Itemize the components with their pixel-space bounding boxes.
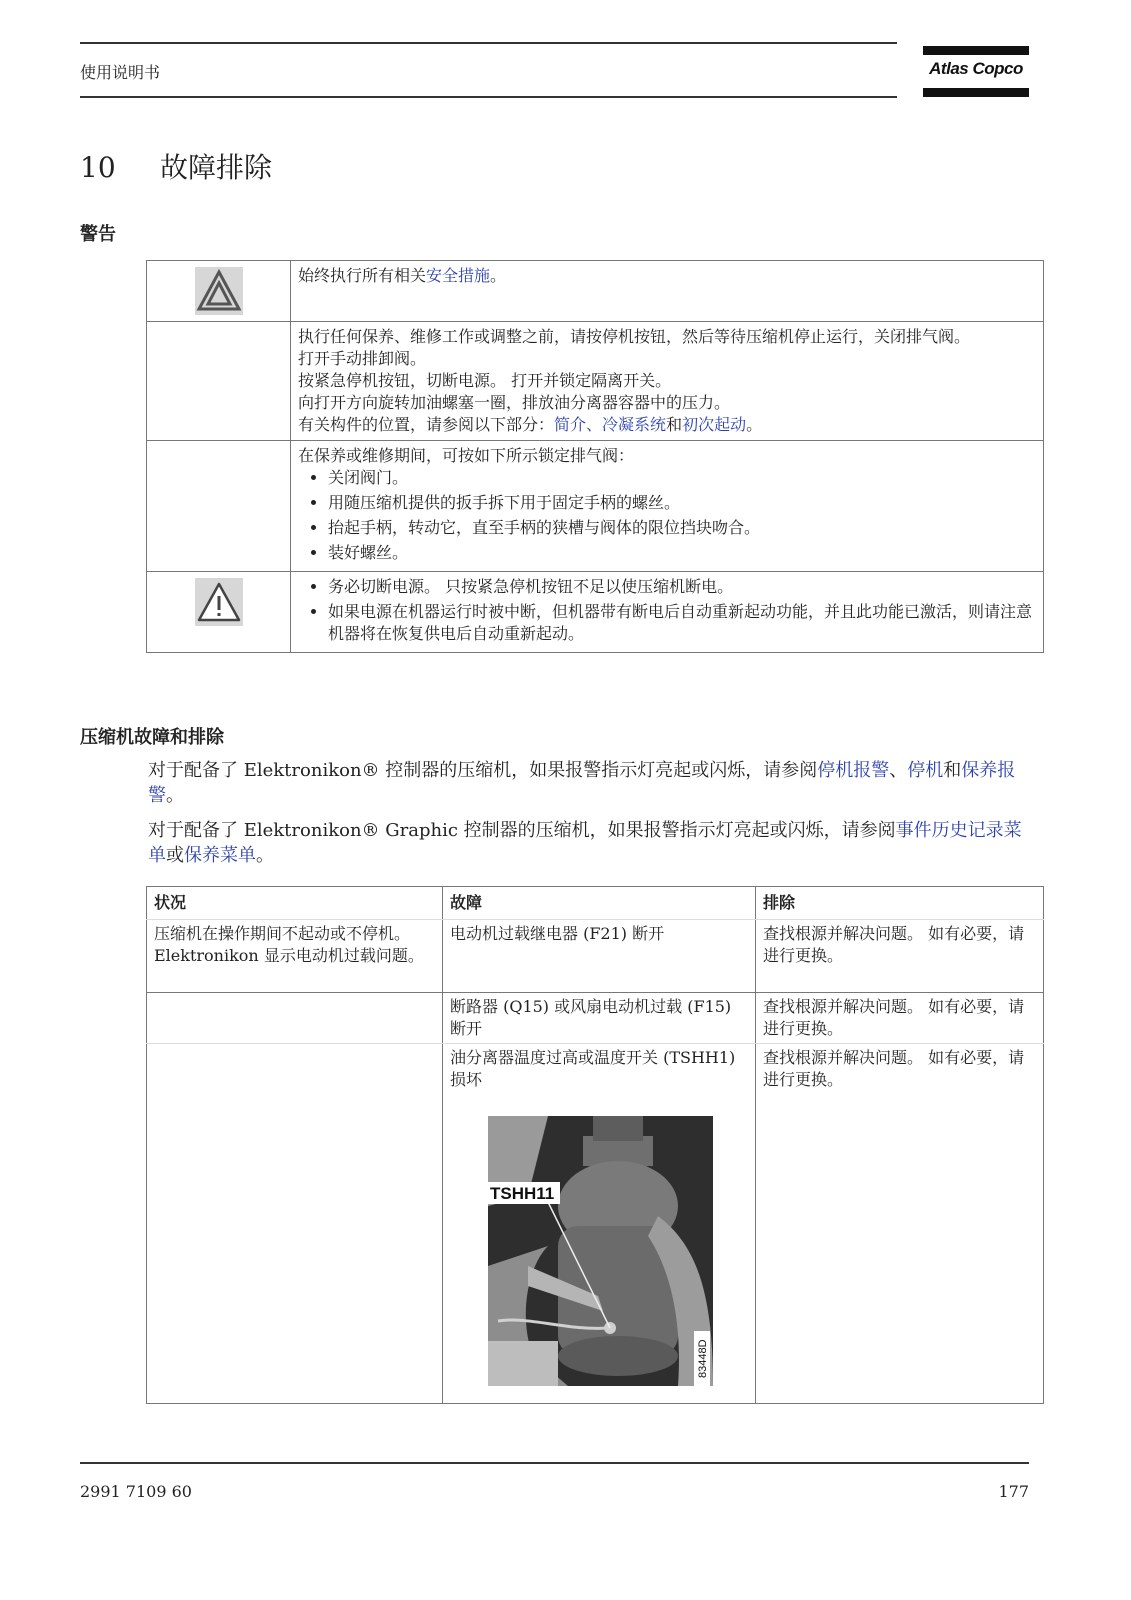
ref-prefix: 有关构件的位置，请参阅以下部分： (298, 415, 555, 434)
warning-line: 向打开方向旋转加油螺塞一圈，排放油分离器容器中的压力。 (298, 393, 731, 412)
brand-logo (923, 46, 1029, 98)
logo-bar-top (923, 46, 1029, 55)
table-row (147, 920, 1044, 993)
header-rule-bottom (80, 96, 897, 98)
lock-intro: 在保养或维修期间，可按如下所示锁定排气阀： (298, 446, 635, 465)
warning-row (147, 322, 1044, 441)
para-or: 或 (166, 845, 184, 866)
hazard-triangle-icon (195, 267, 243, 315)
photo-label: TSHH11 (490, 1184, 555, 1203)
list-item: • 用随压缩机提供的扳手拆下用于固定手柄的螺丝。 (328, 492, 1036, 514)
condition-cell (147, 1044, 443, 1404)
warning-icon-cell-empty (147, 441, 291, 572)
ref-end: 。 (746, 415, 763, 434)
list-item: • 抬起手柄，转动它，直至手柄的狭槽与阀体的限位挡块吻合。 (328, 517, 1036, 539)
fault-cell: 电动机过载继电器 (F21) 断开 (443, 920, 756, 993)
footer-rule (80, 1462, 1029, 1464)
lock-steps-list (298, 467, 1036, 564)
warning-heading: 警告 (80, 224, 116, 245)
ref-and: 和 (666, 415, 683, 434)
table-row (147, 993, 1044, 1044)
warning-exclamation-icon (195, 578, 243, 626)
warning-table (146, 260, 1044, 653)
warning-row (147, 261, 1044, 322)
fault-cell (443, 1044, 756, 1404)
chapter-title (80, 146, 272, 186)
shutdown-warning-link[interactable]: 停机报警 (817, 760, 890, 781)
list-item: • 关闭阀门。 (328, 467, 1036, 489)
warning-line: 按紧急停机按钮，切断电源。 打开并锁定隔离开关。 (298, 371, 672, 390)
switch-photo-image (488, 1116, 713, 1386)
photo-code: 83448D (697, 1339, 709, 1378)
condensate-system-link[interactable]: 冷凝系统 (602, 415, 667, 434)
logo-wordmark: Atlas Copco (929, 59, 1023, 78)
condition-cell (147, 993, 443, 1044)
warning-line: 执行任何保养、维修工作或调整之前，请按停机按钮，然后等待压缩机停止运行，关闭排气阀。 (298, 327, 971, 346)
power-warning-list (298, 576, 1036, 645)
warning-row (147, 441, 1044, 572)
table-row (147, 1044, 1044, 1404)
service-menu-link[interactable]: 保养菜单 (184, 845, 256, 866)
col-fault: 故障 (443, 887, 756, 920)
warning-text: 始终执行所有相关 (298, 266, 427, 285)
warning-text-cell (291, 322, 1044, 441)
warning-icon-cell (147, 261, 291, 322)
event-history-menu-link[interactable]: 事件历史记录菜单 (148, 820, 1022, 866)
para-end: 。 (166, 785, 184, 806)
remedy-cell: 查找根源并解决问题。 如有必要，请进行更换。 (756, 920, 1044, 993)
warning-text-end: 。 (490, 266, 507, 285)
col-condition: 状况 (147, 887, 443, 920)
fault-text: 油分离器温度过高或温度开关 (TSHH1) 损坏 (450, 1048, 736, 1089)
para-end: 。 (256, 845, 274, 866)
warning-icon-cell-empty (147, 322, 291, 441)
logo-bar-bottom (923, 88, 1029, 97)
warning-icon-cell (147, 572, 291, 653)
list-item: • 装好螺丝。 (328, 542, 1036, 564)
elektronikon-paragraph (148, 758, 1033, 808)
shutdown-link[interactable]: 停机 (907, 760, 944, 781)
graphic-paragraph (148, 818, 1033, 868)
header-rule-top (80, 42, 897, 44)
warning-line: 打开手动排卸阀。 (298, 349, 427, 368)
warning-row (147, 572, 1044, 653)
safety-link[interactable]: 安全措施 (426, 266, 491, 285)
list-item: • 如果电源在机器运行时被中断，但机器带有断电后自动重新起动功能，并且此功能已激活，则请注意机器将在恢复供电后自动重新起动。 (328, 601, 1036, 645)
warning-line (298, 414, 1036, 436)
warning-text-cell (291, 261, 1044, 322)
document-number: 2991 7109 60 (80, 1482, 192, 1501)
para-text: 对于配备了 Elektronikon® 控制器的压缩机，如果报警指示灯亮起或闪烁，请参阅 (148, 760, 818, 781)
ref-sep: 、 (586, 415, 603, 434)
header-title: 使用说明书 (80, 63, 161, 82)
intro-link[interactable]: 简介 (554, 415, 587, 434)
para-text: 对于配备了 Elektronikon® Graphic 控制器的压缩机，如果报警指示灯亮起或闪烁，请参阅 (148, 820, 896, 841)
tshh-switch-photo (488, 1116, 713, 1386)
initial-start-link[interactable]: 初次起动 (682, 415, 747, 434)
page-number: 177 (998, 1482, 1029, 1501)
fault-table (146, 886, 1044, 1404)
fault-table-header (147, 887, 1044, 920)
para-and: 和 (943, 760, 962, 781)
chapter-number: 10 (80, 151, 116, 184)
fault-cell: 断路器 (Q15) 或风扇电动机过载 (F15) 断开 (443, 993, 756, 1044)
col-remedy: 排除 (756, 887, 1044, 920)
warning-text-cell (291, 572, 1044, 653)
warning-text-cell (291, 441, 1044, 572)
para-sep: 、 (889, 760, 908, 781)
service-warning-link[interactable]: 保养报警 (148, 760, 1016, 806)
troubleshoot-heading: 压缩机故障和排除 (80, 727, 224, 748)
chapter-name: 故障排除 (160, 151, 273, 184)
remedy-cell: 查找根源并解决问题。 如有必要，请进行更换。 (756, 993, 1044, 1044)
remedy-cell: 查找根源并解决问题。 如有必要，请进行更换。 (756, 1044, 1044, 1404)
condition-cell: 压缩机在操作期间不起动或不停机。 Elektronikon 显示电动机过载问题。 (147, 920, 443, 993)
list-item: • 务必切断电源。 只按紧急停机按钮不足以使压缩机断电。 (328, 576, 1036, 598)
